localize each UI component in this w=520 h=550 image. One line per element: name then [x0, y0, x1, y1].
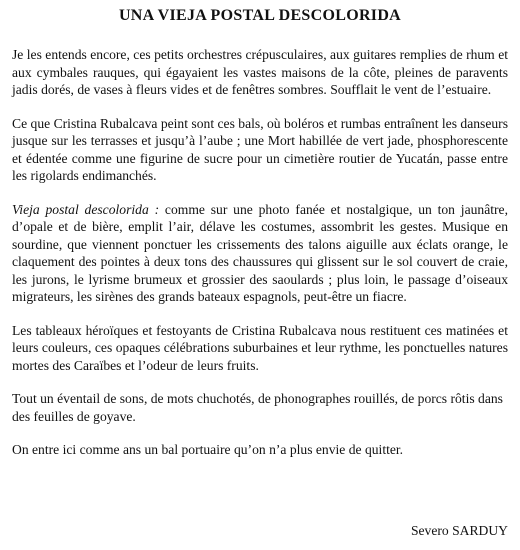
paragraph-1: Je les entends encore, ces petits orchestres crépusculaires, aux guitares remplies de rhum et aux cymbales rauques, qui égayaient les vastes maisons de la côte, pleines de paravents jadis dorés, de vases à fleurs vides et de fenêtres sombres. Soufflait le vent de l’estuaire.	[12, 47, 508, 97]
paragraph-3	[12, 201, 508, 306]
paragraph-4: Les tableaux héroïques et festoyants de Cristina Rubalcava nous restituent ces matinées et leurs couleurs, ces opaques célébrations suburbaines et leur rythme, les ponctuelles natures mortes des Caraïbes et l’odeur de leurs fruits.	[12, 322, 508, 373]
paragraph-5: Tout un éventail de sons, de mots chuchotés, de phonographes rouillés, de porcs rôtis dans des feuilles de goyave.	[12, 391, 503, 424]
document-title: UNA VIEJA POSTAL DESCOLORIDA	[118, 7, 402, 24]
paragraph-3-italic-lead: Vieja postal descolorida :	[12, 201, 160, 217]
paragraph-6: On entre ici comme ans un bal portuaire qu’on n’a plus envie de quitter.	[12, 442, 404, 457]
paragraph-3-text: comme sur une photo fanée et nostalgique, un ton jaunâtre, d’opale et de bière, emplit l’air, délave les costumes, assombrit les gestes. Musique en sourdine, que viennent ponctuer les crissements des talons aiguille aux éclats orange, le claquement des pointes à deux tons des chaussures qui glissent sur le sol couvert de craie, les jurons, le lyrisme brumeux et grossier des saoulards ; plus loin, le passage d’oiseaux migrateurs, les sirènes des grands bateaux espagnols, peut-être un fiacre.	[12, 201, 508, 304]
author-signature: Severo SARDUY	[410, 523, 508, 538]
paragraph-2: Ce que Cristina Rubalcava peint sont ces bals, où boléros et rumbas entraînent les danseurs jusque sur les terrasses et jusqu’à l’aube ; une Mort habillée de vert jade, phosphorescente et édentée comme une figurine de sucre pour un cimetière routier de Yucatán, passe entre les rigolards endimanchés.	[12, 115, 508, 183]
